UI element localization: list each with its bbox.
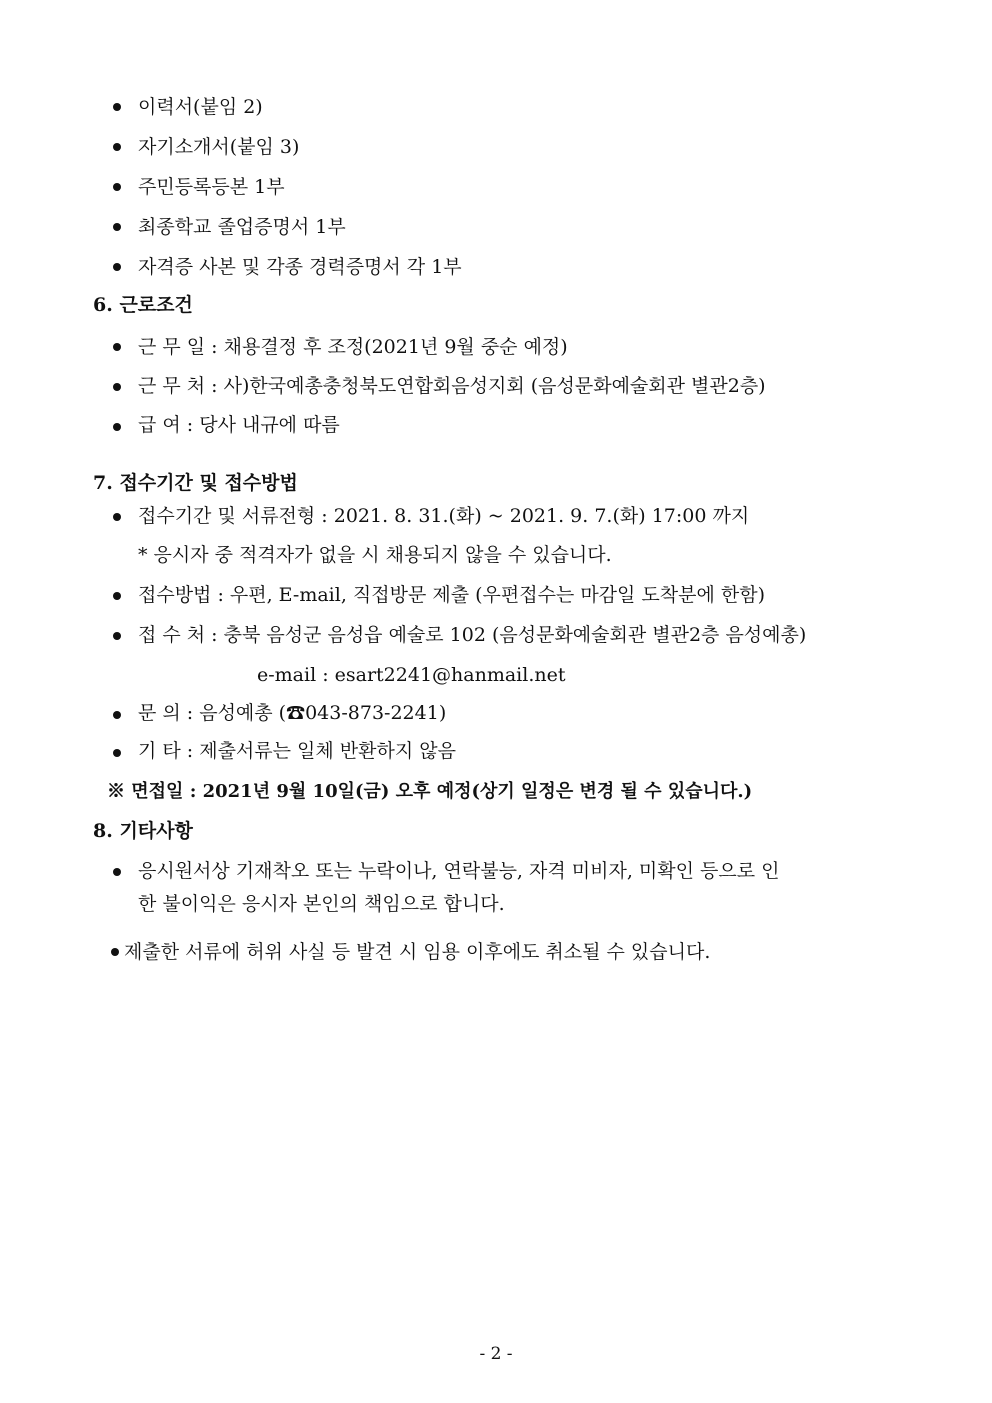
reception-note: * 응시자 중 적격자가 없을 시 채용되지 않을 수 있습니다. — [138, 544, 612, 566]
doc-item-certificates: 자격증 사본 및 각종 경력증명서 각 1부 — [138, 256, 462, 278]
page-number: - 2 - — [479, 1344, 513, 1364]
bullet — [113, 223, 121, 231]
reception-period: 접수기간 및 서류전형 : 2021. 8. 31.(화) ~ 2021. 9. 7.(화) 17:00 까지 — [138, 505, 750, 527]
reception-etc: 기 타 : 제출서류는 일체 반환하지 않음 — [138, 740, 456, 762]
work-item-salary: 급 여 : 당사 내규에 따름 — [138, 414, 340, 436]
reception-method: 접수방법 : 우편, E-mail, 직접방문 제출 (우편접수는 마감일 도착분에 한함) — [138, 584, 766, 606]
bullet — [113, 632, 121, 640]
doc-item-resume: 이력서(붙임 2) — [138, 96, 263, 118]
section-heading-other: 8. 기타사항 — [93, 820, 193, 842]
section-heading-reception: 7. 접수기간 및 접수방법 — [93, 472, 298, 494]
bullet — [113, 513, 121, 521]
bullet — [113, 711, 121, 719]
reception-email: e-mail : esart2241@hanmail.net — [257, 664, 566, 686]
bullet — [113, 103, 121, 111]
bullet — [113, 868, 121, 876]
doc-item-diploma: 최종학교 졸업증명서 1부 — [138, 216, 346, 238]
bullet — [113, 183, 121, 191]
reception-place: 접 수 처 : 충북 음성군 음성읍 예술로 102 (음성문화예술회관 별관2층 음성예총) — [138, 624, 807, 646]
bullet — [111, 948, 119, 956]
doc-item-resident-register: 주민등록등본 1부 — [138, 176, 285, 198]
other-item-1-line-2: 한 불이익은 응시자 본인의 책임으로 합니다. — [138, 893, 505, 915]
bullet — [113, 263, 121, 271]
bullet — [113, 143, 121, 151]
doc-item-cover-letter: 자기소개서(붙임 3) — [138, 136, 300, 158]
other-item-2: 제출한 서류에 허위 사실 등 발견 시 임용 이후에도 취소될 수 있습니다. — [124, 941, 711, 963]
work-item-start-date: 근 무 일 : 채용결정 후 조정(2021년 9월 중순 예정) — [138, 336, 568, 358]
bullet — [113, 749, 121, 757]
bullet — [113, 592, 121, 600]
work-item-workplace: 근 무 처 : 사)한국예총충청북도연합회음성지회 (음성문화예술회관 별관2층) — [138, 375, 766, 397]
bullet — [113, 423, 121, 431]
reception-inquiry: 문 의 : 음성예총 (☎043-873-2241) — [138, 702, 447, 724]
other-item-1-line-1: 응시원서상 기재착오 또는 누락이나, 연락불능, 자격 미비자, 미확인 등으로 인 — [138, 860, 780, 882]
bullet — [113, 343, 121, 351]
section-heading-work-conditions: 6. 근로조건 — [93, 294, 193, 316]
interview-notice: ※ 면접일 : 2021년 9월 10일(금) 오후 예정(상기 일정은 변경 될 수 있습니다.) — [107, 781, 753, 802]
bullet — [113, 383, 121, 391]
